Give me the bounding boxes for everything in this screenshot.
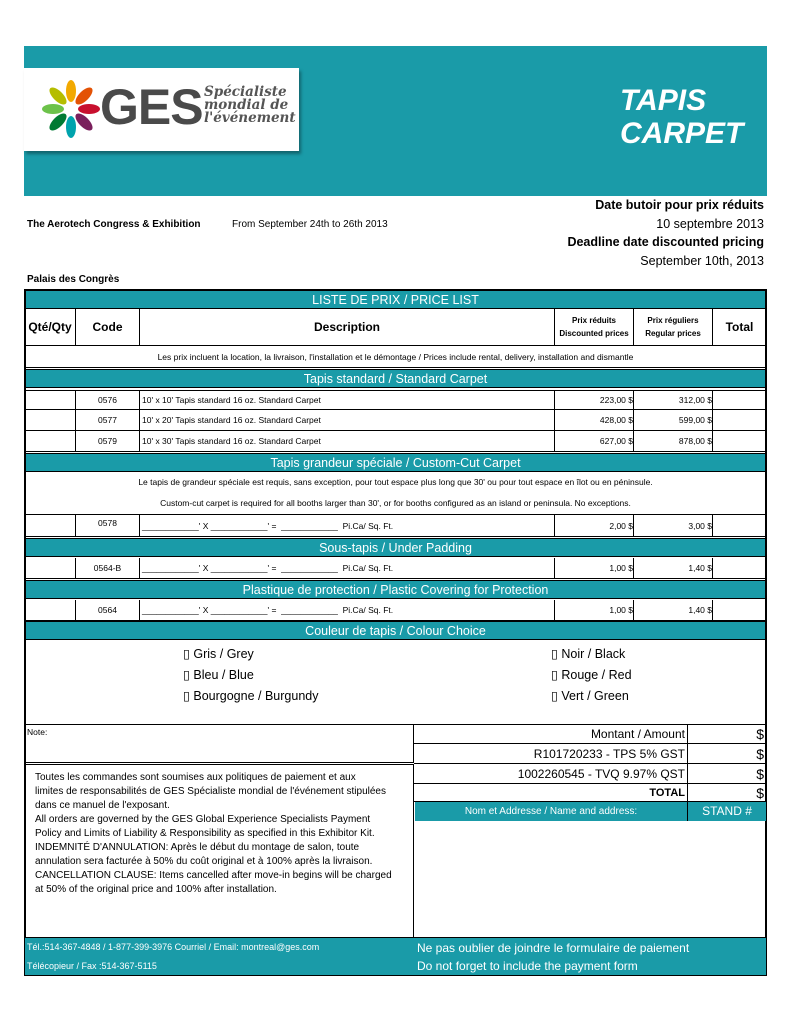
item-discounted-price: 223,00 $ bbox=[555, 391, 634, 409]
qty-input[interactable] bbox=[25, 431, 76, 451]
title-en: CARPET bbox=[620, 117, 744, 150]
colour-label: Noir / Black bbox=[561, 647, 626, 661]
colour-option-red[interactable] bbox=[551, 665, 632, 686]
col-total: Total bbox=[725, 320, 754, 334]
totals-block bbox=[414, 725, 766, 801]
total-value-input[interactable]: $ bbox=[687, 784, 766, 802]
price-note: Les prix incluent la location, la livraison, l'installation et le démontage / Prices include rental, delivery, installation and dismantle bbox=[25, 346, 766, 368]
footer-phone: Tél.:514-367-4848 / 1-877-399-3976 Courriel / Email: montreal@ges.com bbox=[27, 942, 320, 952]
colour-label: Vert / Green bbox=[561, 689, 629, 703]
item-total-input[interactable] bbox=[713, 515, 766, 536]
table-row bbox=[25, 410, 766, 431]
col-discounted-en: Discounted prices bbox=[559, 329, 629, 338]
item-discounted-price: 1,00 $ bbox=[555, 600, 634, 620]
tps-value-input[interactable]: $ bbox=[687, 744, 766, 764]
policy-line: INDEMNITÉ D'ANNULATION: Après le début du montage de salon, toute bbox=[35, 842, 360, 853]
col-qty: Qté/Qty bbox=[25, 309, 76, 345]
custom-note-en: Custom-cut carpet is required for all booths larger than 30', or for booths configured as an island or peninsula. No exceptions. bbox=[160, 498, 631, 508]
policy-line: CANCELLATION CLAUSE: Items cancelled after move-in begins will be charged bbox=[35, 870, 392, 881]
checkbox-icon[interactable]: ▯ bbox=[183, 689, 190, 703]
colour-option-black[interactable] bbox=[551, 644, 632, 665]
deadline-block bbox=[567, 196, 764, 270]
deadline-fr-date: 10 septembre 2013 bbox=[656, 216, 764, 231]
colour-options-right bbox=[551, 644, 632, 707]
col-discounted-fr: Prix réduits bbox=[571, 316, 616, 325]
colour-option-blue[interactable] bbox=[183, 665, 318, 686]
item-regular-price: 599,00 $ bbox=[634, 410, 713, 430]
reminder-en: Do not forget to include the payment form bbox=[417, 959, 638, 973]
col-regular-fr: Prix réguliers bbox=[647, 316, 699, 325]
item-total-input[interactable] bbox=[713, 431, 766, 451]
item-total-input[interactable] bbox=[713, 391, 766, 409]
column-headers bbox=[25, 309, 766, 346]
colour-label: Bleu / Blue bbox=[193, 668, 254, 682]
policy-line: Toutes les commandes sont soumises aux politiques de paiement et aux bbox=[35, 772, 356, 783]
qty-input[interactable] bbox=[25, 558, 76, 578]
total-label: TOTAL bbox=[414, 784, 687, 802]
qty-input[interactable] bbox=[25, 600, 76, 620]
checkbox-icon[interactable]: ▯ bbox=[551, 668, 558, 682]
colour-options-left bbox=[183, 644, 318, 707]
qty-input[interactable] bbox=[25, 391, 76, 409]
checkbox-icon[interactable]: ▯ bbox=[183, 647, 190, 661]
policy-line: at 50% of the original price and 100% after installation. bbox=[35, 884, 277, 895]
logo-wordmark: GES bbox=[100, 79, 203, 135]
note-label: Note: bbox=[27, 727, 48, 737]
colour-title: Couleur de tapis / Colour Choice bbox=[25, 621, 766, 640]
name-address-field[interactable] bbox=[415, 821, 766, 937]
custom-note-fr: Le tapis de grandeur spéciale est requis, sans exception, pour tout espace plus long que 30' ou pour tout espace en îlot ou en péninsule. bbox=[138, 477, 653, 487]
event-name: The Aerotech Congress & Exhibition bbox=[27, 219, 201, 230]
footer-fax: Télécopieur / Fax :514-367-5115 bbox=[27, 961, 157, 971]
item-description: 10' x 10' Tapis standard 16 oz. Standard Carpet bbox=[140, 391, 555, 409]
policy-line: Policy and Limits of Liability & Responsibility as specified in this Exhibitor Kit. bbox=[35, 828, 375, 839]
tagline-line: mondial de bbox=[204, 97, 289, 113]
item-code: 0577 bbox=[76, 410, 140, 430]
name-address-label: Nom et Addresse / Name and address: bbox=[415, 802, 687, 821]
price-list-title: LISTE DE PRIX / PRICE LIST bbox=[25, 290, 766, 309]
qty-input[interactable] bbox=[25, 515, 76, 536]
col-discounted bbox=[555, 309, 634, 345]
form-title bbox=[620, 84, 743, 150]
tvq-label: 1002260545 - TVQ 9.97% QST bbox=[414, 764, 687, 784]
item-dimensions-input[interactable]: ____________' X ____________' = ____________ Pi.Ca/ Sq. Ft. bbox=[140, 515, 555, 536]
col-regular bbox=[634, 309, 713, 345]
policy-line: All orders are governed by the GES Global Experience Specialists Payment bbox=[35, 814, 371, 825]
item-regular-price: 1,40 $ bbox=[634, 600, 713, 620]
note-field[interactable] bbox=[25, 725, 414, 763]
event-venue: Palais des Congrès bbox=[27, 274, 120, 285]
ges-globe-icon bbox=[36, 79, 106, 139]
colour-option-burgundy[interactable] bbox=[183, 686, 318, 707]
item-regular-price: 878,00 $ bbox=[634, 431, 713, 451]
item-code: 0579 bbox=[76, 431, 140, 451]
table-row bbox=[25, 515, 766, 537]
item-total-input[interactable] bbox=[713, 600, 766, 620]
colour-label: Gris / Grey bbox=[193, 647, 254, 661]
custom-note bbox=[25, 472, 766, 515]
item-description: 10' x 30' Tapis standard 16 oz. Standard Carpet bbox=[140, 431, 555, 451]
tvq-value-input[interactable]: $ bbox=[687, 764, 766, 784]
event-dates: From September 24th to 26th 2013 bbox=[232, 219, 388, 230]
item-regular-price: 312,00 $ bbox=[634, 391, 713, 409]
policy-line: annulation sera facturée à 50% du coût original et à 100% après la livraison. bbox=[35, 856, 373, 867]
tps-label: R101720233 - TPS 5% GST bbox=[414, 744, 687, 764]
colour-option-green[interactable] bbox=[551, 686, 632, 707]
col-description: Description bbox=[140, 309, 555, 345]
checkbox-icon[interactable]: ▯ bbox=[183, 668, 190, 682]
item-code: 0564 bbox=[76, 600, 140, 620]
deadline-fr-label: Date butoir pour prix réduits bbox=[595, 198, 764, 212]
item-code: 0564-B bbox=[76, 558, 140, 578]
item-discounted-price: 627,00 $ bbox=[555, 431, 634, 451]
plastic-title: Plastique de protection / Plastic Covering for Protection bbox=[25, 580, 766, 599]
item-regular-price: 3,00 $ bbox=[634, 515, 713, 536]
deadline-en-label: Deadline date discounted pricing bbox=[567, 235, 764, 249]
padding-title: Sous-tapis / Under Padding bbox=[25, 538, 766, 557]
policy-text bbox=[25, 764, 414, 937]
table-row bbox=[25, 600, 766, 621]
table-row bbox=[25, 558, 766, 579]
deadline-en-date: September 10th, 2013 bbox=[640, 253, 764, 268]
colour-label: Rouge / Red bbox=[561, 668, 632, 682]
col-code: Code bbox=[76, 309, 140, 345]
checkbox-icon[interactable]: ▯ bbox=[551, 689, 558, 703]
stand-label: STAND # bbox=[687, 802, 766, 821]
colour-label: Bourgogne / Burgundy bbox=[193, 689, 319, 703]
item-discounted-price: 428,00 $ bbox=[555, 410, 634, 430]
reminder-fr: Ne pas oublier de joindre le formulaire de paiement bbox=[417, 941, 690, 955]
item-regular-price: 1,40 $ bbox=[634, 558, 713, 578]
tagline-line: Spécialiste bbox=[204, 84, 287, 100]
col-regular-en: Regular prices bbox=[645, 329, 701, 338]
checkbox-icon[interactable]: ▯ bbox=[551, 647, 558, 661]
item-dimensions-input[interactable]: ____________' X ____________' = ____________ Pi.Ca/ Sq. Ft. bbox=[140, 600, 555, 620]
item-description: 10' x 20' Tapis standard 16 oz. Standard Carpet bbox=[140, 410, 555, 430]
item-total-input[interactable] bbox=[713, 558, 766, 578]
standard-carpet-title: Tapis standard / Standard Carpet bbox=[25, 369, 766, 388]
table-row bbox=[25, 390, 766, 410]
colour-option-grey[interactable] bbox=[183, 644, 318, 665]
qty-input[interactable] bbox=[25, 410, 76, 430]
item-code: 0578 bbox=[76, 515, 140, 536]
item-discounted-price: 1,00 $ bbox=[555, 558, 634, 578]
item-total-input[interactable] bbox=[713, 410, 766, 430]
custom-carpet-title: Tapis grandeur spéciale / Custom-Cut Carpet bbox=[25, 453, 766, 472]
table-row bbox=[25, 431, 766, 452]
item-discounted-price: 2,00 $ bbox=[555, 515, 634, 536]
logo-tagline bbox=[204, 86, 296, 125]
item-dimensions-input[interactable]: ____________' X ____________' = ____________ Pi.Ca/ Sq. Ft. bbox=[140, 558, 555, 578]
tagline-line: l'événement bbox=[204, 110, 296, 126]
title-fr: TAPIS bbox=[620, 84, 707, 117]
policy-line: limites de responsabilités de GES Spécialiste mondial de l'événement stipulées bbox=[35, 786, 386, 797]
amount-label: Montant / Amount bbox=[414, 725, 687, 744]
footer-reminder bbox=[417, 939, 689, 975]
item-code: 0576 bbox=[76, 391, 140, 409]
amount-value-input[interactable]: $ bbox=[687, 725, 766, 744]
policy-line: dans ce manuel de l'exposant. bbox=[35, 800, 170, 811]
